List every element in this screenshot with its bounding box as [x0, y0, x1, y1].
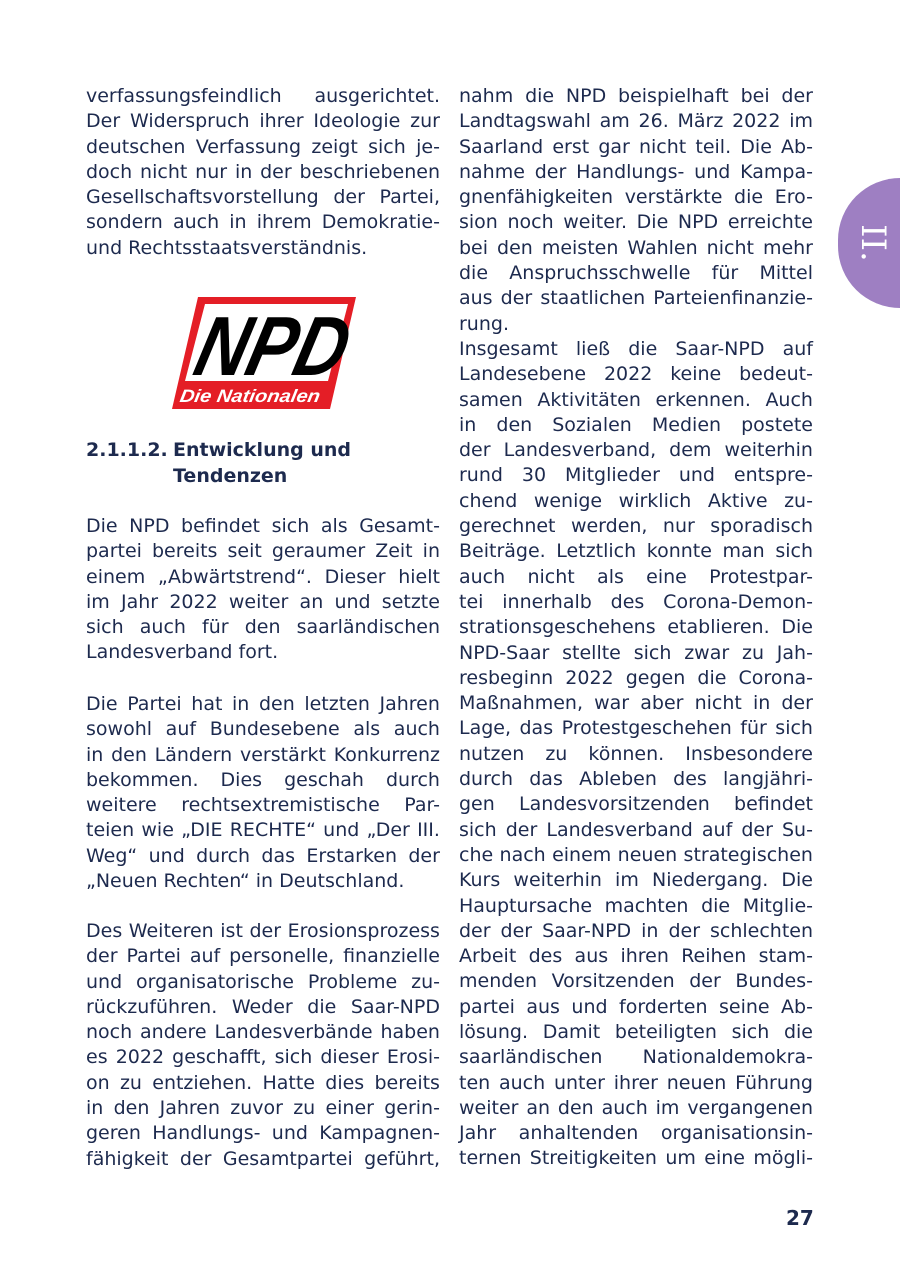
text-line: Saarland erst gar nicht teil. Die Ab-: [459, 135, 813, 158]
text-line: Beiträge. Letztlich konnte man sich: [459, 540, 813, 563]
text-line: weiter an den auch im vergangenen: [459, 1096, 813, 1119]
text-line: rung.: [459, 312, 509, 335]
text-line: Weg“ und durch das Erstarken der: [86, 844, 440, 867]
text-line: Landesverband fort.: [86, 641, 279, 664]
text-line: und Rechtsstaatsverständnis.: [86, 236, 368, 259]
paragraph-erosionsprozess: [86, 919, 440, 1172]
text-line: verfassungsfeindlich ausgerichtet.: [86, 85, 440, 107]
text-line: nahme der Handlungs- und Kampa-: [459, 160, 813, 183]
text-line: sowohl auf Bundesebene als auch: [86, 718, 440, 741]
npd-logo-graphic: [172, 295, 356, 411]
text-line: in den Sozialen Medien postete: [459, 413, 813, 436]
logo-small-text: Die Nationalen: [178, 386, 307, 406]
text-line: gen Landesvorsitzenden befindet: [459, 793, 813, 816]
text-line: doch nicht nur in der beschriebenen: [86, 160, 440, 183]
text-line: der Landesverband, dem weiterhin: [459, 439, 813, 462]
text-line: bei den meisten Wahlen nicht mehr: [459, 236, 813, 259]
text-line: „Neuen Rechten“ in Deutschland.: [86, 870, 405, 893]
text-line: sondern auch in ihrem Demokratie-: [86, 211, 440, 234]
text-line: rund 30 Mitglieder und entspre-: [459, 464, 813, 487]
text-line: Hauptursache machten die Mitglie-: [459, 894, 813, 917]
text-line: geren Handlungs- und Kampagnen-: [86, 1122, 440, 1145]
text-line: Kurs weiterhin im Niedergang. Die: [459, 869, 813, 892]
text-line: ten auch unter ihrer neuen Führung: [459, 1071, 813, 1094]
text-line: aus der staatlichen Parteienfinanzie-: [459, 287, 813, 310]
text-line: Der Widerspruch ihrer Ideologie zur: [86, 110, 440, 133]
text-line: einem „Abwärtstrend“. Dieser hielt: [86, 565, 440, 588]
text-line: durch das Ableben des langjähri-: [459, 768, 813, 791]
text-line: partei bereits seit geraumer Zeit in: [86, 540, 440, 563]
text-line: Maßnahmen, war aber nicht in der: [459, 692, 813, 715]
text-line: che nach einem neuen strategischen: [459, 843, 813, 866]
text-line: die Anspruchsschwelle für Mittel: [459, 262, 813, 285]
text-line: NPD-Saar stellte sich zwar zu Jah-: [459, 641, 813, 664]
section-number: 2.1.1.2.: [86, 439, 168, 461]
text-line: chend wenige wirklich Aktive zu-: [459, 489, 813, 512]
text-line: auch nicht als eine Protestpar-: [459, 565, 813, 588]
right-column-text: [459, 84, 813, 1172]
text-line: tei innerhalb des Corona-Demon-: [459, 590, 813, 613]
page-number: 27: [786, 1206, 814, 1230]
text-line: sich der Landesverband auf der Su-: [459, 818, 813, 841]
text-line: noch andere Landesverbände haben: [86, 1021, 440, 1044]
text-line: strationsgeschehens etablieren. Die: [459, 616, 813, 639]
chapter-tab: [838, 178, 900, 308]
text-line: Gesellschaftsvorstellung der Partei,: [86, 186, 440, 209]
text-line: deutschen Verfassung zeigt sich je-: [86, 135, 440, 158]
text-line: in den Ländern verstärkt Konkurrenz: [86, 743, 440, 766]
text-line: bekommen. Dies geschah durch: [86, 768, 440, 791]
text-line: Die Partei hat in den letzten Jahren: [86, 693, 440, 715]
text-line: Des Weiteren ist der Erosionsprozess: [86, 920, 440, 942]
text-line: lösung. Damit beteiligten sich die: [459, 1020, 813, 1043]
text-line: gnenfähigkeiten verstärkte die Ero-: [459, 186, 813, 209]
section-title-line-2: Tendenzen: [173, 465, 288, 487]
text-line: Arbeit des aus ihren Reihen stam-: [459, 945, 813, 968]
section-title-line-1: Entwicklung und: [173, 439, 351, 461]
text-line: sion noch weiter. Die NPD erreichte: [459, 211, 813, 234]
text-line: und organisatorische Probleme zu-: [86, 970, 440, 993]
npd-logo: [172, 295, 356, 411]
logo-big-text: NPD: [186, 300, 356, 394]
left-column-top-paragraph: [86, 84, 440, 261]
text-line: im Jahr 2022 weiter an und setzte: [86, 590, 440, 613]
text-line: samen Aktivitäten erkennen. Auch: [459, 388, 813, 411]
text-line: Die NPD befindet sich als Gesamt-: [86, 515, 440, 537]
text-line: fähigkeit der Gesamtpartei geführt,: [86, 1147, 440, 1170]
paragraph-konkurrenz: [86, 692, 440, 894]
text-line: gerechnet werden, nur sporadisch: [459, 515, 813, 538]
text-line: menden Vorsitzenden der Bundes-: [459, 970, 813, 993]
text-line: in den Jahren zuvor zu einer gerin-: [86, 1097, 440, 1120]
text-line: der Partei auf personelle, finanzielle: [86, 945, 440, 968]
text-line: weitere rechtsextremistische Par-: [86, 794, 440, 817]
text-line: Insgesamt ließ die Saar-NPD auf: [459, 337, 813, 360]
text-line: Landtagswahl am 26. März 2022 im: [459, 110, 813, 133]
text-line: saarländischen Nationaldemokra-: [459, 1046, 813, 1069]
text-line: Landesebene 2022 keine bedeut-: [459, 363, 813, 386]
text-line: partei aus und forderten seine Ab-: [459, 995, 813, 1018]
text-line: ternen Streitigkeiten um eine mögli-: [459, 1147, 813, 1170]
chapter-tab-label: II.: [853, 224, 893, 262]
text-line: es 2022 geschafft, sich dieser Erosi-: [86, 1046, 440, 1069]
text-line: nahm die NPD beispielhaft bei der: [459, 85, 813, 107]
text-line: on zu entziehen. Hatte dies bereits: [86, 1071, 440, 1094]
text-line: Jahr anhaltenden organisationsin-: [459, 1122, 813, 1145]
text-line: rückzuführen. Weder die Saar-NPD: [86, 995, 440, 1018]
text-line: Lage, das Protestgeschehen für sich: [459, 717, 813, 740]
text-line: teien wie „DIE RECHTE“ und „Der III.: [86, 819, 440, 842]
text-line: resbeginn 2022 gegen die Corona-: [459, 666, 813, 689]
text-line: der der Saar-NPD in der schlechten: [459, 919, 813, 942]
paragraph-abwaertstrend: [86, 514, 440, 666]
text-line: nutzen zu können. Insbesondere: [459, 742, 813, 765]
text-line: sich auch für den saarländischen: [86, 616, 440, 639]
